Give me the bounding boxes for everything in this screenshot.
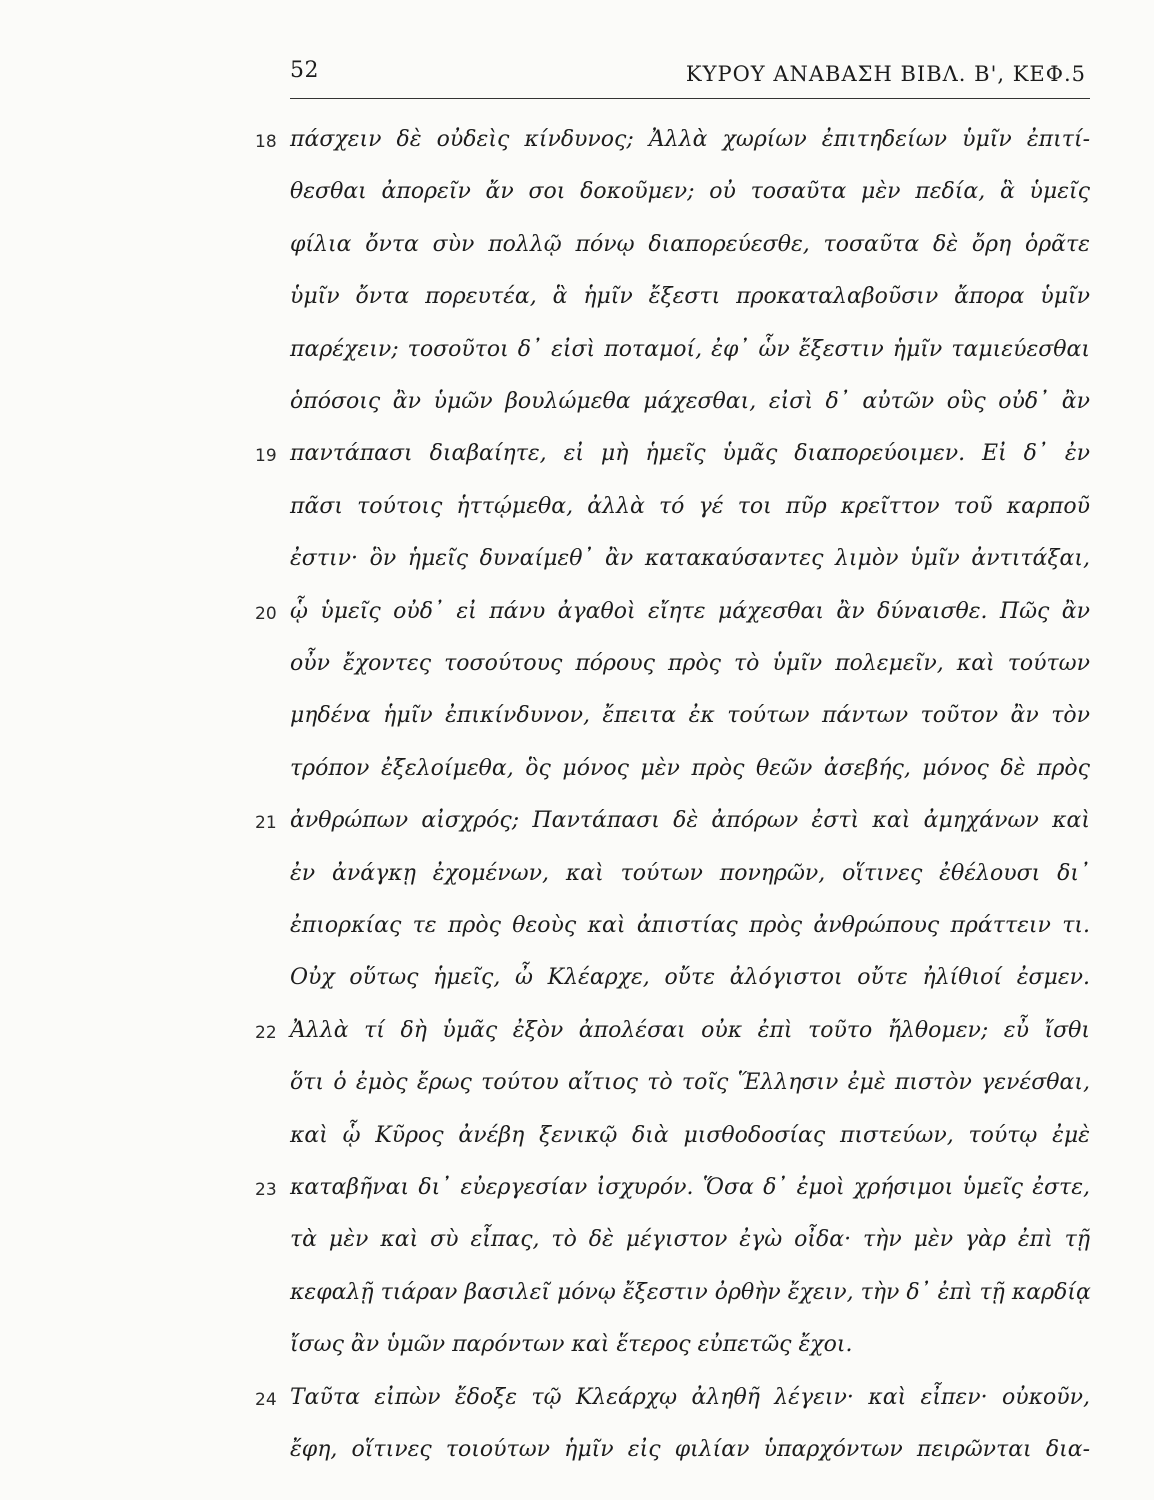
line-text: ᾧ ὑμεῖς οὐδ᾿ εἰ πάνυ ἀγαθοὶ εἴητε μάχεσθαι ἂν δύναισθε. Πῶς ἂν — [290, 598, 1090, 624]
line-text: παρέχειν; τοσοῦτοι δ᾿ εἰσὶ ποταμοί, ἐφ᾿ ὧν ἔξεστιν ἡμῖν ταμιεύεσθαι — [290, 336, 1090, 362]
line-text: τὰ μὲν καὶ σὺ εἶπας, τὸ δὲ μέγιστον ἐγὼ οἶδα· τὴν μὲν γὰρ ἐπὶ τῇ — [290, 1227, 1090, 1253]
line-text: ὑμῖν ὄντα πορευτέα, ἃ ἡμῖν ἔξεστι προκαταλαβοῦσιν ἄπορα ὑμῖν — [290, 284, 1090, 310]
line-text: Ταῦτα εἰπὼν ἔδοξε τῷ Κλεάρχῳ ἀληθῆ λέγειν· καὶ εἶπεν· οὐκοῦν, — [290, 1384, 1090, 1410]
line-text: κεφαλῇ τιάραν βασιλεῖ μόνῳ ἔξεστιν ὀρθὴν ἔχειν, τὴν δ᾿ ἐπὶ τῇ καρδίᾳ — [290, 1279, 1091, 1305]
line-text: πάσχειν δὲ οὐδεὶς κίνδυνος; Ἀλλὰ χωρίων ἐπιτηδείων ὑμῖν ἐπιτί- — [290, 127, 1090, 152]
line-text: θεσθαι ἀπορεῖν ἄν σοι δοκοῦμεν; οὐ τοσαῦτα μὲν πεδία, ἃ ὑμεῖς — [290, 179, 1090, 205]
text-line — [0, 539, 1154, 585]
line-text: πᾶσι τούτοις ἡττῴμεθα, ἀλλὰ τό γέ τοι πῦρ κρεῖττον τοῦ καρποῦ — [290, 493, 1090, 519]
text-line — [0, 1325, 1154, 1371]
text-line — [0, 854, 1154, 900]
text-line — [0, 120, 1154, 166]
text-line — [0, 434, 1154, 480]
line-text: ἴσως ἂν ὑμῶν παρόντων καὶ ἕτερος εὐπετῶς ἔχοι. — [290, 1332, 853, 1358]
line-text: παντάπασι διαβαίητε, εἰ μὴ ἡμεῖς ὑμᾶς διαπορεύοιμεν. Εἰ δ᾿ ἐν — [290, 441, 1090, 467]
line-text: καὶ ᾧ Κῦρος ἀνέβη ξενικῷ διὰ μισθοδοσίας πιστεύων, τούτῳ ἐμὲ — [290, 1122, 1090, 1148]
line-text: ὁπόσοις ἂν ὑμῶν βουλώμεθα μάχεσθαι, εἰσὶ δ᾿ αὐτῶν οὓς οὐδ᾿ ἂν — [290, 389, 1090, 414]
running-head-title: ΚΥΡΟΥ ΑΝΑΒΑΣΗ ΒΙΒΛ. Β', ΚΕΦ.5 — [685, 62, 1086, 86]
text-line — [0, 487, 1154, 533]
section-number: 24 — [255, 1389, 277, 1410]
line-text: ἐπιορκίας τε πρὸς θεοὺς καὶ ἀπιστίας πρὸς ἀνθρώπους πράττειν τι. — [290, 913, 1090, 938]
line-text: φίλια ὄντα σὺν πολλῷ πόνῳ διαπορεύεσθε, τοσαῦτα δὲ ὄρη ὁρᾶτε — [290, 231, 1090, 257]
section-number: 18 — [255, 132, 277, 152]
section-number: 21 — [255, 813, 277, 834]
text-line — [0, 801, 1154, 847]
text-line — [0, 225, 1154, 271]
text-line — [0, 1430, 1154, 1476]
text-line — [0, 1220, 1154, 1266]
text-line — [0, 330, 1154, 376]
running-header — [290, 58, 1090, 99]
text-line — [0, 1168, 1154, 1214]
text-line — [0, 277, 1154, 323]
section-number: 20 — [255, 603, 277, 624]
text-line — [0, 749, 1154, 795]
text-line — [0, 696, 1154, 742]
line-text: μηδένα ἡμῖν ἐπικίνδυνον, ἔπειτα ἐκ τούτων πάντων τοῦτον ἂν τὸν — [290, 703, 1090, 729]
line-text: ἐστιν· ὃν ἡμεῖς δυναίμεθ᾿ ἂν κατακαύσαντες λιμὸν ὑμῖν ἀντιτάξαι, — [290, 546, 1090, 572]
text-line — [0, 172, 1154, 218]
section-number: 22 — [255, 1022, 277, 1043]
line-text: οὖν ἔχοντες τοσούτους πόρους πρὸς τὸ ὑμῖν πολεμεῖν, καὶ τούτων — [290, 651, 1090, 676]
text-line — [0, 1273, 1154, 1319]
text-line — [0, 958, 1154, 1004]
text-line — [0, 644, 1154, 690]
page-number: 52 — [290, 58, 319, 83]
section-number: 19 — [255, 446, 277, 467]
text-line — [0, 382, 1154, 428]
text-line — [0, 1378, 1154, 1424]
text-line — [0, 592, 1154, 638]
text-line — [0, 1011, 1154, 1057]
text-line — [0, 1116, 1154, 1162]
line-text: καταβῆναι δι᾿ εὐεργεσίαν ἰσχυρόν. Ὅσα δ᾿ ἐμοὶ χρήσιμοι ὑμεῖς ἐστε, — [290, 1175, 1090, 1200]
line-text: ἐν ἀνάγκῃ ἐχομένων, καὶ τούτων πονηρῶν, οἵτινες ἐθέλουσι δι᾿ — [290, 860, 1090, 886]
line-text: τρόπον ἐξελοίμεθα, ὃς μόνος μὲν πρὸς θεῶν ἀσεβής, μόνος δὲ πρὸς — [290, 755, 1090, 781]
line-text: ἀνθρώπων αἰσχρός; Παντάπασι δὲ ἀπόρων ἐστὶ καὶ ἀμηχάνων καὶ — [290, 808, 1090, 834]
line-text: ἔφη, οἵτινες τοιούτων ἡμῖν εἰς φιλίαν ὑπαρχόντων πειρῶνται δια- — [290, 1437, 1090, 1462]
section-number: 23 — [255, 1180, 277, 1200]
text-line — [0, 1063, 1154, 1109]
line-text: Ἀλλὰ τί δὴ ὑμᾶς ἐξὸν ἀπολέσαι οὐκ ἐπὶ τοῦτο ἤλθομεν; εὖ ἴσθι — [290, 1017, 1090, 1043]
line-text: Οὐχ οὕτως ἡμεῖς, ὦ Κλέαρχε, οὔτε ἀλόγιστοι οὔτε ἠλίθιοί ἐσμεν. — [290, 965, 1090, 991]
line-text: ὅτι ὁ ἐμὸς ἔρως τούτου αἴτιος τὸ τοῖς Ἕλλησιν ἐμὲ πιστὸν γενέσθαι, — [290, 1070, 1090, 1096]
text-line — [0, 906, 1154, 952]
